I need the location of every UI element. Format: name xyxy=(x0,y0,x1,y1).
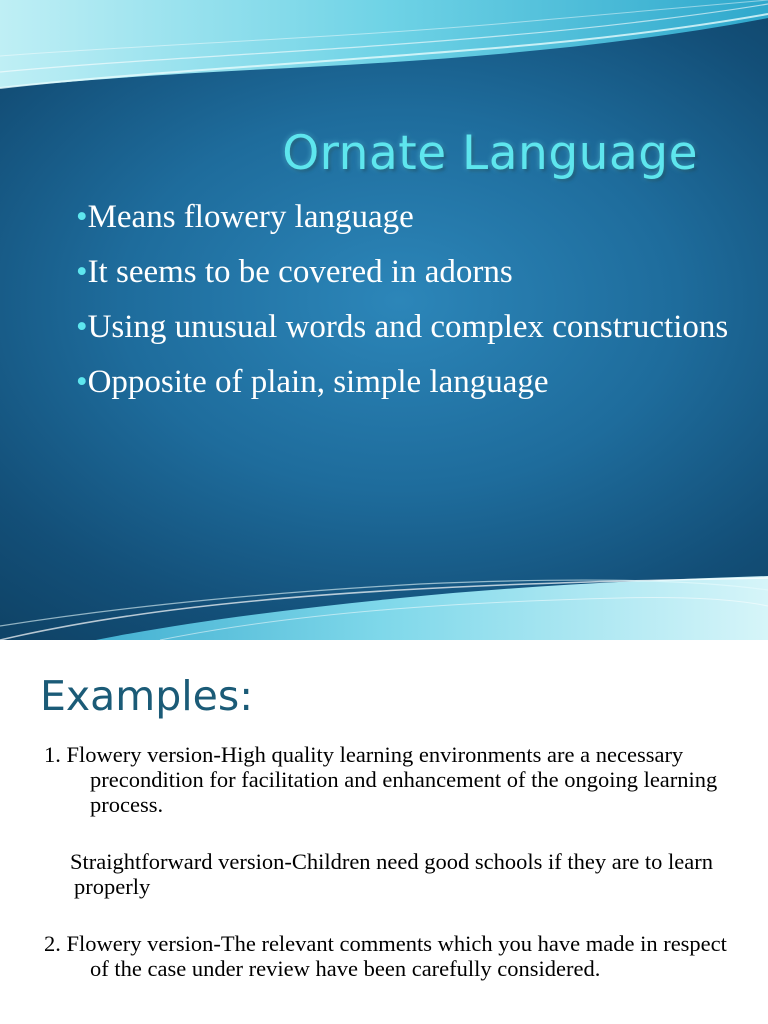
bullet-marker: • xyxy=(76,364,88,400)
bullet-text: Opposite of plain, simple language xyxy=(87,364,549,400)
bullet-item xyxy=(76,304,736,351)
slide-title: Ornate Language xyxy=(282,126,698,181)
bullet-marker: • xyxy=(76,309,88,345)
bullet-text: Using unusual words and complex constructions xyxy=(87,309,729,345)
example-straightforward-1: Straightforward version-Children need good schools if they are to learn properly xyxy=(70,849,713,899)
bullet-list xyxy=(76,194,736,414)
bullet-marker: • xyxy=(76,199,88,235)
example-flowery-1: 1. Flowery version-High quality learning environments are a necessary precondition for facilitation and enhancement of the ongoing learning process. xyxy=(44,742,718,817)
bullet-item xyxy=(76,359,736,406)
bullet-text: Means flowery language xyxy=(87,199,414,235)
examples-body xyxy=(44,742,734,981)
slide-title: Examples: xyxy=(40,672,254,720)
bullet-item xyxy=(76,194,736,241)
bullet-item xyxy=(76,249,736,296)
example-flowery-2: 2. Flowery version-The relevant comments which you have made in respect of the case under review have been carefully considered. xyxy=(44,931,727,981)
bullet-text: It seems to be covered in adorns xyxy=(87,254,513,290)
slide-examples xyxy=(0,640,768,1024)
bullet-marker: • xyxy=(76,254,88,290)
